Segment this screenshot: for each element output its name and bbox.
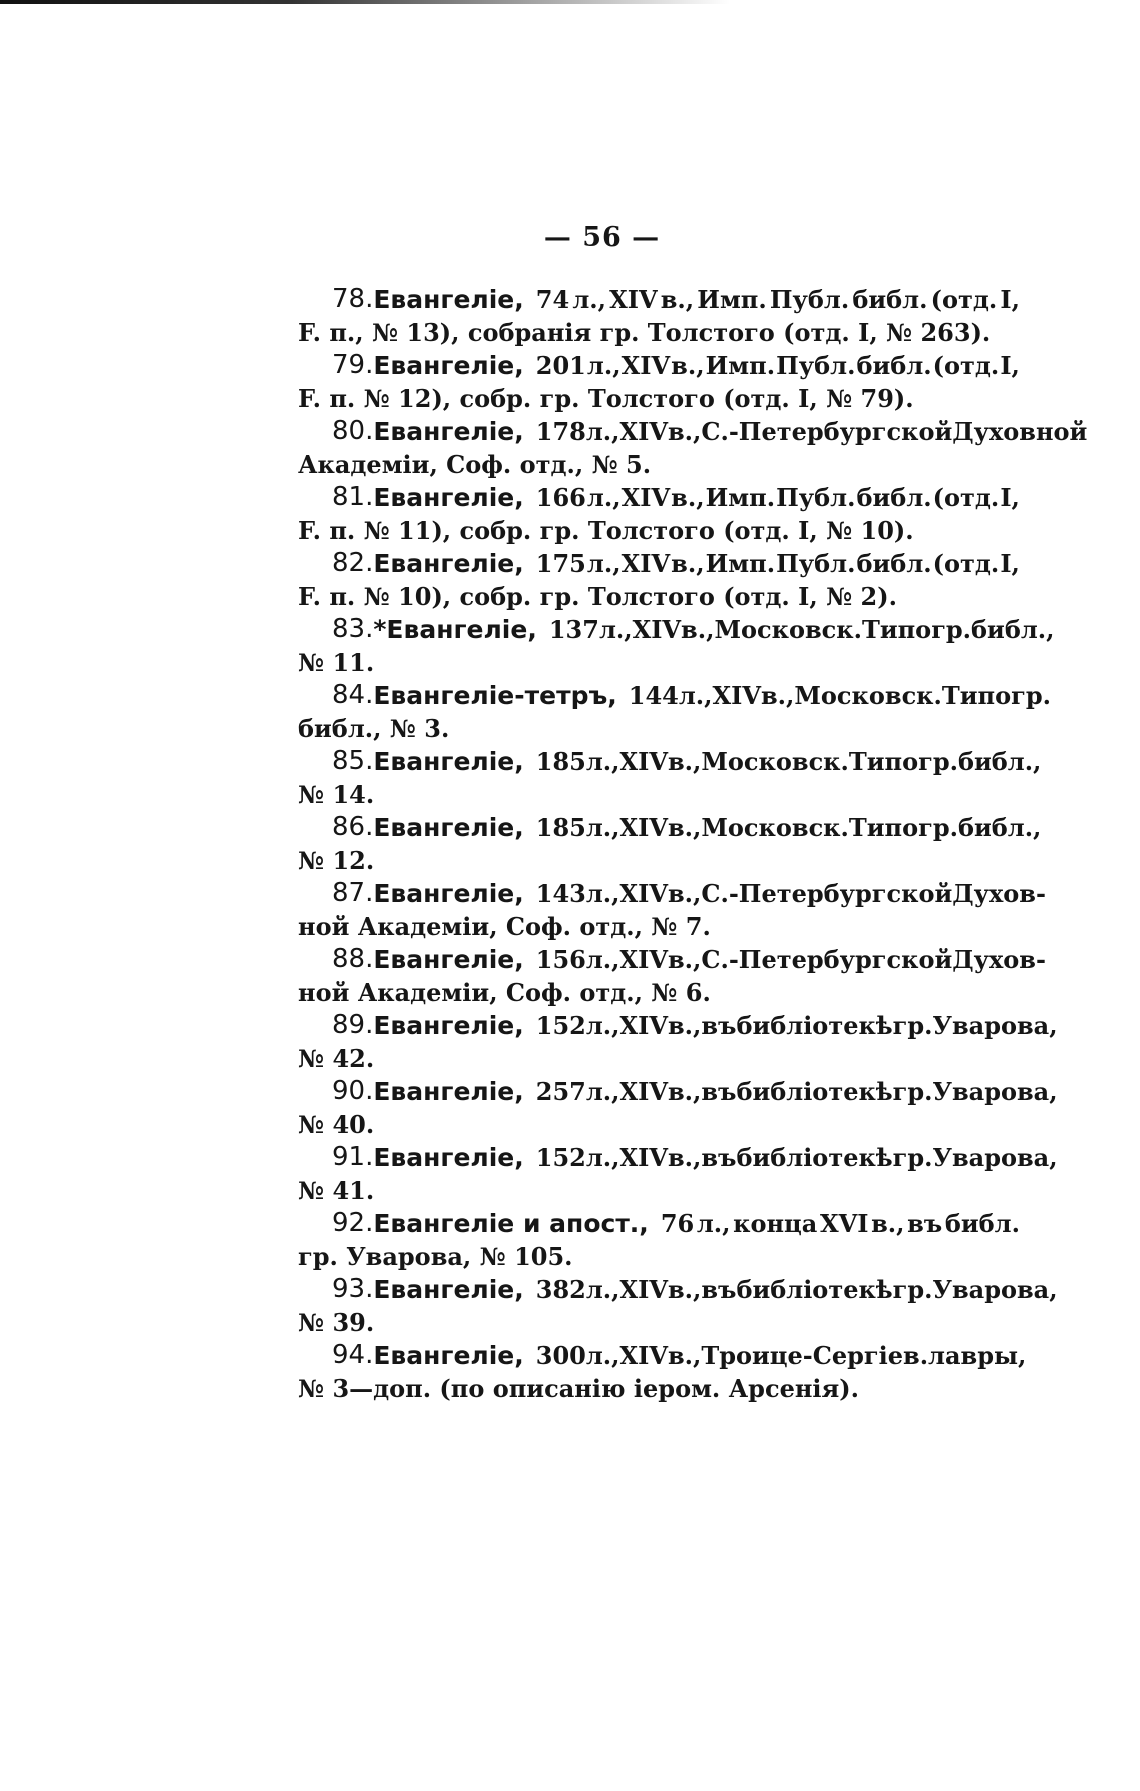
entry-number: 82. bbox=[332, 548, 374, 578]
entry-first-line bbox=[298, 745, 1042, 778]
entry-number: 90. bbox=[332, 1076, 374, 1106]
page-number: — 56 — bbox=[543, 222, 661, 253]
list-item bbox=[298, 415, 1088, 481]
entry-description: 201 л., XIV в., Имп. Публ. библ. (отд. I, bbox=[535, 351, 1020, 380]
entry-description: 156 л., XIV в., С.-Петербургской Духов- bbox=[535, 945, 1046, 974]
entry-title: Евангеліе, bbox=[373, 417, 524, 446]
top-edge-rule bbox=[0, 0, 730, 4]
entry-description: 185 л., XIV в., Московск. Типогр. библ., bbox=[535, 747, 1042, 776]
entry-description: 166 л., XIV в., Имп. Публ. библ. (отд. I, bbox=[535, 483, 1020, 512]
entry-number: 88. bbox=[332, 944, 374, 974]
entry-number: 78. bbox=[332, 284, 374, 314]
entry-description: 300 л., XIV в., Троице-Сергіев. лавры, bbox=[535, 1341, 1027, 1370]
entry-number: 86. bbox=[332, 812, 374, 842]
list-item bbox=[298, 1273, 1058, 1339]
list-item bbox=[298, 1339, 1027, 1405]
entry-title: Евангеліе, bbox=[373, 879, 524, 908]
entry-description: 144 л., XIV в., Московск. Типогр. bbox=[628, 681, 1051, 710]
entry-title: *Евангеліе, bbox=[373, 615, 537, 644]
list-item bbox=[298, 613, 1055, 679]
entry-continuation: библ., № 3. bbox=[298, 714, 450, 743]
list-item bbox=[298, 745, 1042, 811]
entry-number: 94. bbox=[332, 1340, 374, 1370]
list-item bbox=[298, 877, 1046, 943]
entry-first-line bbox=[298, 1273, 1058, 1306]
entry-title: Евангеліе, bbox=[373, 747, 524, 776]
entry-continuation: F. п. № 12), собр. гр. Толстого (отд. I, № 79). bbox=[298, 384, 914, 413]
entry-description: 143 л., XIV в., С.-Петербургской Духов- bbox=[535, 879, 1046, 908]
entry-continuation: F. п. № 10), собр. гр. Толстого (отд. I, № 2). bbox=[298, 582, 897, 611]
list-item bbox=[298, 679, 1051, 745]
entry-number: 89. bbox=[332, 1010, 374, 1040]
entry-description: 382 л., XIV в., въ библіотекѣ гр. Уварова, bbox=[535, 1275, 1058, 1304]
entry-title: Евангеліе, bbox=[373, 813, 524, 842]
entry-first-line bbox=[298, 1339, 1027, 1372]
entry-continuation: № 42. bbox=[298, 1044, 375, 1073]
entry-continuation: № 14. bbox=[298, 780, 375, 809]
list-item bbox=[298, 943, 1046, 1009]
entry-number: 81. bbox=[332, 482, 374, 512]
entry-continuation: № 41. bbox=[298, 1176, 375, 1205]
entry-number: 91. bbox=[332, 1142, 374, 1172]
entry-title: Евангеліе, bbox=[373, 1341, 524, 1370]
entry-continuation: ной Академіи, Соф. отд., № 6. bbox=[298, 978, 711, 1007]
entry-number: 80. bbox=[332, 416, 374, 446]
entry-number: 84. bbox=[332, 680, 374, 710]
list-item bbox=[298, 283, 1020, 349]
entry-description: 257 л., XIV в., въ библіотекѣ гр. Уварова, bbox=[535, 1077, 1058, 1106]
entry-first-line bbox=[298, 613, 1055, 646]
entry-title: Евангеліе, bbox=[373, 285, 524, 314]
entry-description: 74 л., XIV в., Имп. Публ. библ. (отд. I, bbox=[535, 285, 1020, 314]
entry-title: Евангеліе, bbox=[373, 1275, 524, 1304]
list-item bbox=[298, 811, 1042, 877]
list-item bbox=[298, 1141, 1058, 1207]
entry-first-line bbox=[298, 1075, 1058, 1108]
entry-number: 93. bbox=[332, 1274, 374, 1304]
entry-description: 76 л., конца XVI в., въ библ. bbox=[660, 1209, 1020, 1238]
entry-first-line bbox=[298, 415, 1088, 448]
entry-first-line bbox=[298, 1207, 1020, 1240]
entry-first-line bbox=[298, 349, 1020, 382]
entry-continuation: ной Академіи, Соф. отд., № 7. bbox=[298, 912, 711, 941]
entry-description: 137 л., XIV в., Московск. Типогр. библ., bbox=[548, 615, 1055, 644]
entry-title: Евангеліе, bbox=[373, 945, 524, 974]
entry-first-line bbox=[298, 1141, 1058, 1174]
list-item bbox=[298, 1207, 1020, 1273]
entry-title: Евангеліе, bbox=[373, 483, 524, 512]
entry-number: 87. bbox=[332, 878, 374, 908]
entry-first-line bbox=[298, 481, 1020, 514]
entry-title: Евангеліе, bbox=[373, 1077, 524, 1106]
entry-description: 175 л., XIV в., Имп. Публ. библ. (отд. I, bbox=[535, 549, 1020, 578]
entry-title: Евангеліе, bbox=[373, 549, 524, 578]
entry-first-line bbox=[298, 547, 1020, 580]
entry-continuation: № 40. bbox=[298, 1110, 375, 1139]
entry-title: Евангеліе-тетръ, bbox=[373, 681, 617, 710]
entry-first-line bbox=[298, 283, 1020, 316]
entry-continuation: гр. Уварова, № 105. bbox=[298, 1242, 573, 1271]
entry-list bbox=[298, 283, 1088, 1405]
entry-continuation: № 3—доп. (по описанію іером. Арсенія). bbox=[298, 1374, 859, 1403]
entry-title: Евангеліе, bbox=[373, 1143, 524, 1172]
list-item bbox=[298, 547, 1020, 613]
list-item bbox=[298, 1009, 1058, 1075]
entry-number: 92. bbox=[332, 1208, 374, 1238]
list-item bbox=[298, 349, 1020, 415]
list-item bbox=[298, 1075, 1058, 1141]
entry-description: 178 л., XIV в., С.-Петербургской Духовной bbox=[535, 417, 1088, 446]
entry-continuation: Академіи, Соф. отд., № 5. bbox=[298, 450, 652, 479]
entry-title: Евангеліе и апост., bbox=[373, 1209, 649, 1238]
entry-first-line bbox=[298, 679, 1051, 712]
entry-continuation: № 39. bbox=[298, 1308, 375, 1337]
entry-description: 152 л., XIV в., въ библіотекѣ гр. Уварова, bbox=[535, 1143, 1058, 1172]
entry-number: 79. bbox=[332, 350, 374, 380]
entry-first-line bbox=[298, 943, 1046, 976]
entry-description: 152 л., XIV в., въ библіотекѣ гр. Уварова, bbox=[535, 1011, 1058, 1040]
entry-title: Евангеліе, bbox=[373, 1011, 524, 1040]
list-item bbox=[298, 481, 1020, 547]
entry-description: 185 л., XIV в., Московск. Типогр. библ., bbox=[535, 813, 1042, 842]
entry-first-line bbox=[298, 811, 1042, 844]
entry-first-line bbox=[298, 877, 1046, 910]
entry-continuation: F. п., № 13), собранія гр. Толстого (отд. I, № 263). bbox=[298, 318, 991, 347]
entry-continuation: № 11. bbox=[298, 648, 375, 677]
entry-title: Евангеліе, bbox=[373, 351, 524, 380]
entry-continuation: F. п. № 11), собр. гр. Толстого (отд. I, № 10). bbox=[298, 516, 914, 545]
entry-first-line bbox=[298, 1009, 1058, 1042]
entry-number: 83. bbox=[332, 614, 374, 644]
entry-continuation: № 12. bbox=[298, 846, 375, 875]
entry-number: 85. bbox=[332, 746, 374, 776]
